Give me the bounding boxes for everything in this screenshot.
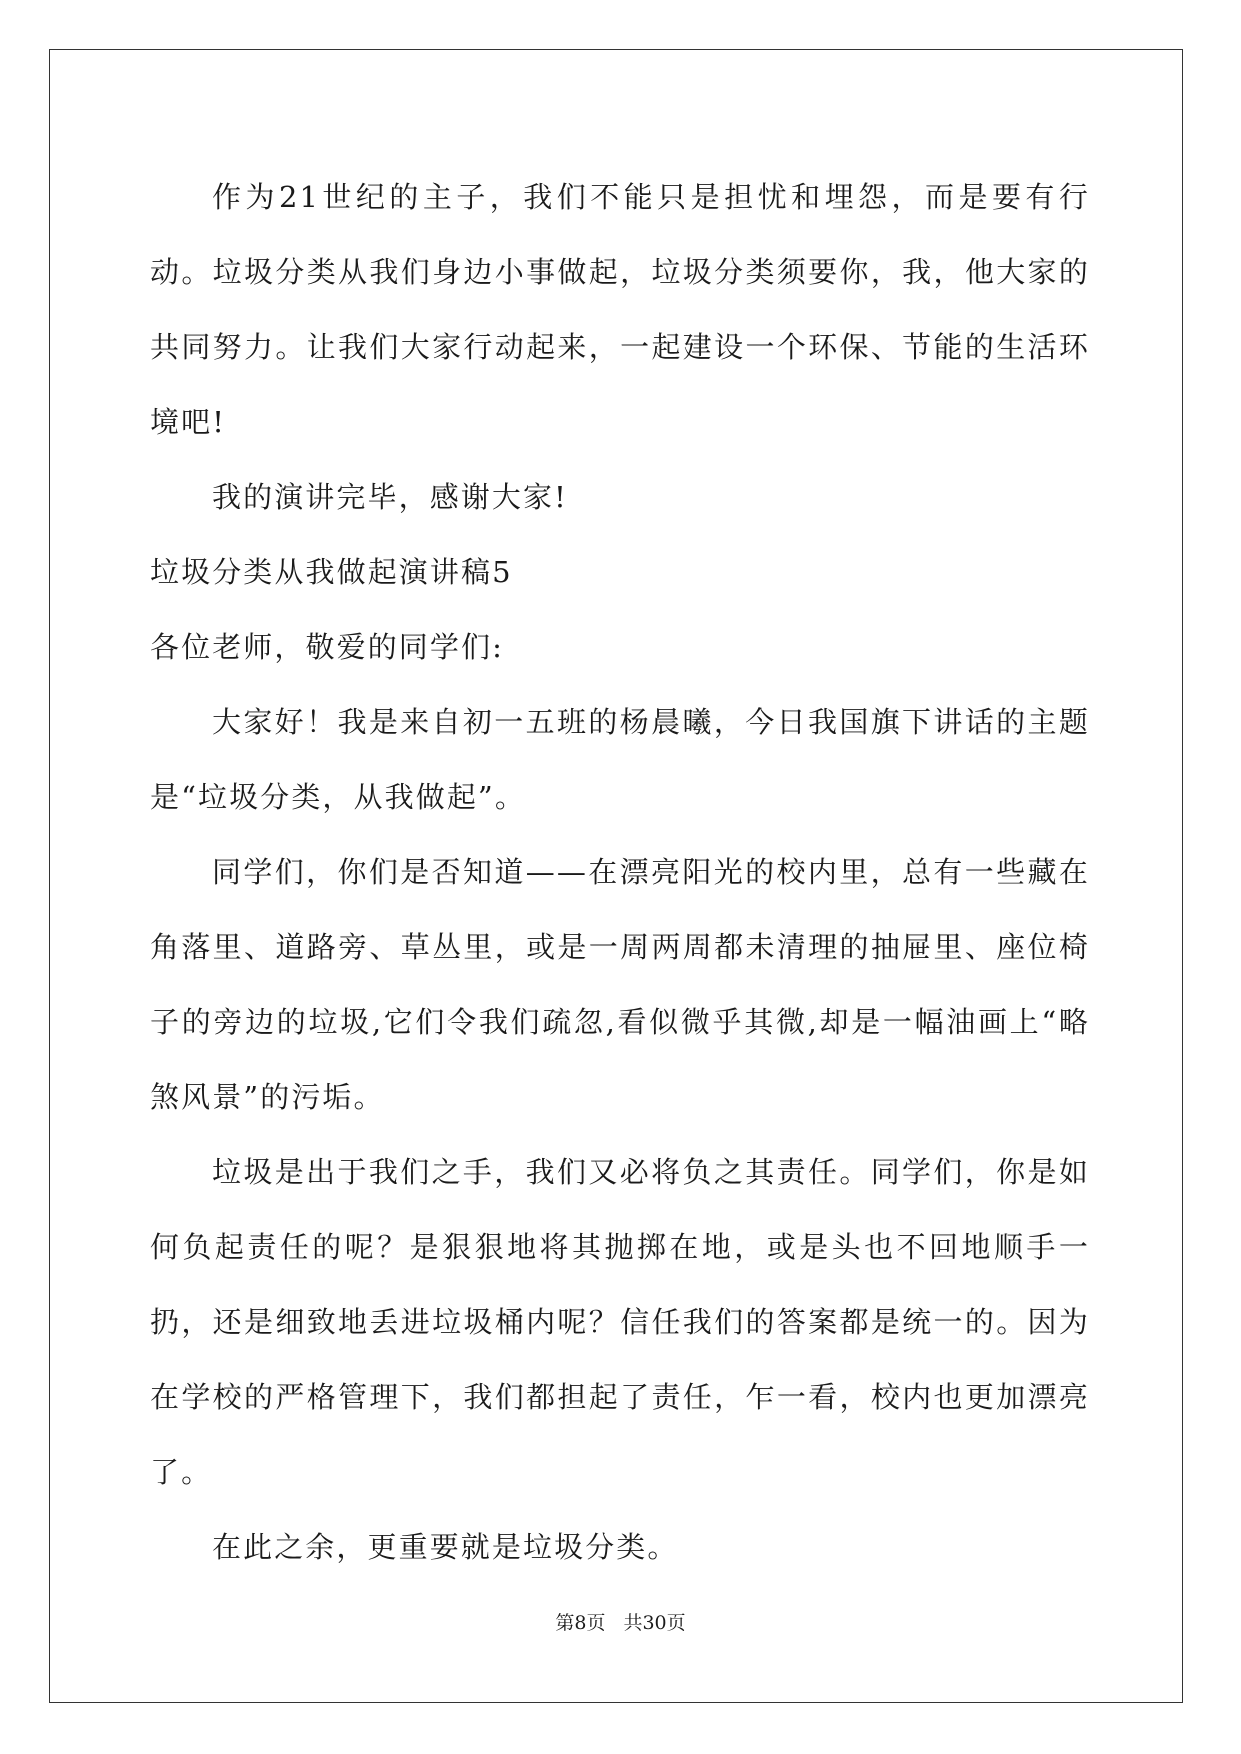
paragraph: 我的演讲完毕，感谢大家! [212, 480, 568, 514]
paragraph: 垃圾是出于我们之手，我们又必将负之其责任。同学们，你是如何负起责任的呢？是狠狠地将其抛掷在地，或是头也不回地顺手一扔，还是细致地丢进垃圾桶内呢？信任我们的答案都是统一的。因为在学校的严格管理下，我们都担起了责任，乍一看，校内也更加漂亮了。 [150, 1155, 1090, 1489]
paragraph: 作为21世纪的主子，我们不能只是担忧和埋怨，而是要有行动。垃圾分类从我们身边小事做起，垃圾分类须要你，我，他大家的共同努力。让我们大家行动起来，一起建设一个环保、节能的生活环境吧! [150, 180, 1090, 439]
paragraph: 在此之余，更重要就是垃圾分类。 [212, 1530, 679, 1564]
document-body [150, 160, 1090, 1585]
page-number: 第8页 [555, 1612, 606, 1634]
paragraph: 同学们，你们是否知道——在漂亮阳光的校内里，总有一些藏在角落里、道路旁、草丛里，或是一周两周都未清理的抽屉里、座位椅子的旁边的垃圾,它们令我们疏忽,看似微乎其微,却是一幅油画上“略煞风景”的污垢。 [150, 855, 1090, 1114]
salutation: 各位老师，敬爱的同学们: [150, 630, 504, 664]
page-footer [0, 1608, 1241, 1635]
section-title: 垃圾分类从我做起演讲稿5 [150, 555, 513, 589]
paragraph: 大家好！我是来自初一五班的杨晨曦，今日我国旗下讲话的主题是“垃圾分类，从我做起”。 [150, 705, 1090, 814]
page-total: 共30页 [623, 1612, 686, 1634]
